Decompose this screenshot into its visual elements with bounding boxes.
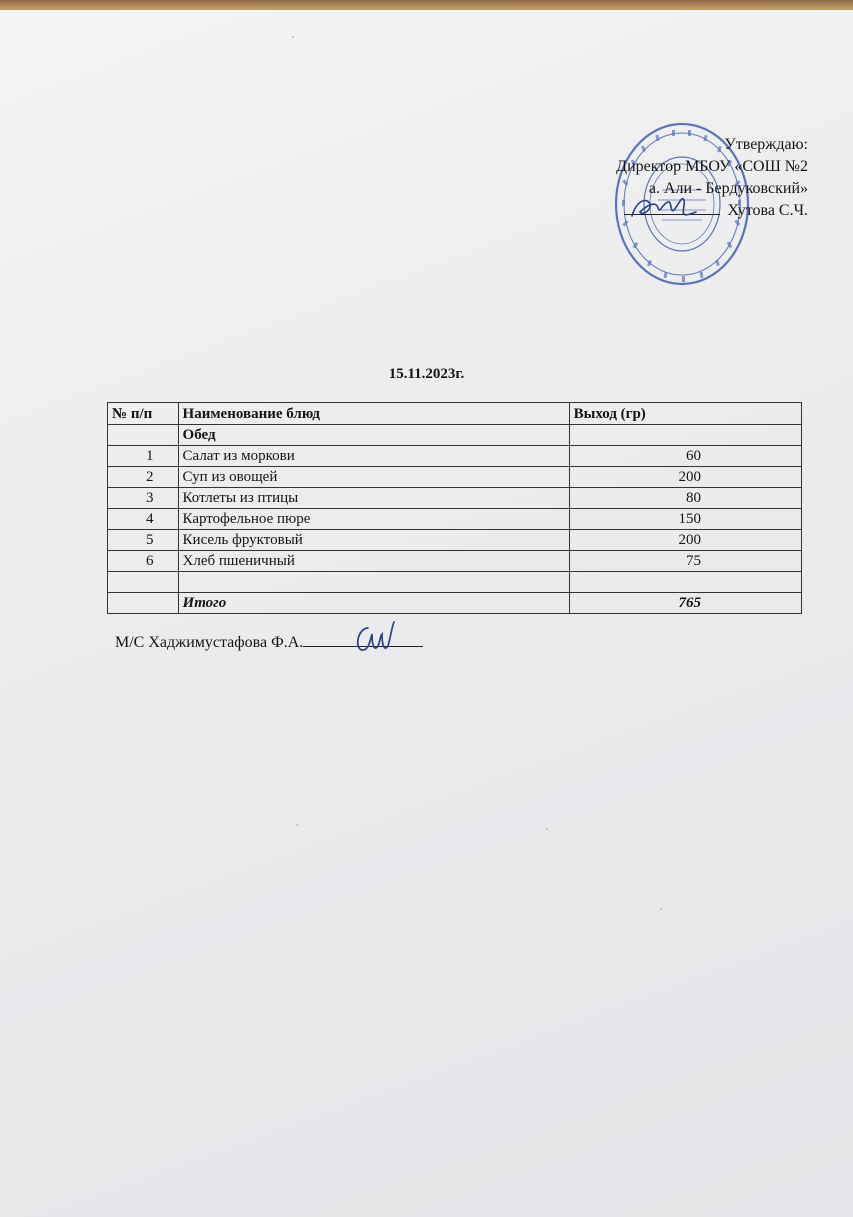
empty-cell xyxy=(569,572,801,593)
paper-speck xyxy=(546,828,548,830)
paper-speck xyxy=(296,824,298,826)
nurse-signature-icon xyxy=(352,618,398,658)
nurse-name: М/С Хаджимустафова Ф.А. xyxy=(115,634,304,651)
row-dish-name: Картофельное пюре xyxy=(178,509,569,530)
total-value: 765 xyxy=(569,593,801,614)
table-row xyxy=(108,509,802,530)
approval-title: Утверждаю: xyxy=(724,136,808,153)
table-empty-row xyxy=(108,572,802,593)
row-dish-name: Хлеб пшеничный xyxy=(178,551,569,572)
total-label: Итого xyxy=(178,593,569,614)
menu-table xyxy=(107,402,802,614)
row-dish-name: Салат из моркови xyxy=(178,446,569,467)
row-yield: 200 xyxy=(569,467,801,488)
paper-speck xyxy=(660,908,662,910)
row-yield: 80 xyxy=(569,488,801,509)
document-date: 15.11.2023г. xyxy=(388,366,465,382)
total-empty-cell xyxy=(108,593,179,614)
empty-cell xyxy=(178,572,569,593)
row-yield: 200 xyxy=(569,530,801,551)
table-total-row xyxy=(108,593,802,614)
section-empty-cell xyxy=(108,425,179,446)
row-number: 4 xyxy=(108,509,179,530)
row-yield: 150 xyxy=(569,509,801,530)
approval-name: Хутова С.Ч. xyxy=(727,202,808,219)
empty-cell xyxy=(108,572,179,593)
row-number: 1 xyxy=(108,446,179,467)
director-signature-icon xyxy=(628,190,698,224)
paper-speck xyxy=(292,36,294,38)
row-dish-name: Котлеты из птицы xyxy=(178,488,569,509)
table-row xyxy=(108,446,802,467)
row-dish-name: Кисель фруктовый xyxy=(178,530,569,551)
header-number: № п/п xyxy=(108,403,179,425)
row-number: 5 xyxy=(108,530,179,551)
table-row xyxy=(108,467,802,488)
row-number: 2 xyxy=(108,467,179,488)
row-yield: 60 xyxy=(569,446,801,467)
table-header-row xyxy=(108,403,802,425)
section-empty-cell xyxy=(569,425,801,446)
row-dish-name: Суп из овощей xyxy=(178,467,569,488)
table-section-row xyxy=(108,425,802,446)
row-yield: 75 xyxy=(569,551,801,572)
approval-position: Директор МБОУ «СОШ №2 xyxy=(616,158,808,175)
header-dish-name: Наименование блюд xyxy=(178,403,569,425)
row-number: 6 xyxy=(108,551,179,572)
table-row xyxy=(108,551,802,572)
row-number: 3 xyxy=(108,488,179,509)
section-label: Обед xyxy=(178,425,569,446)
approval-school: а. Али - Бердуковский» xyxy=(648,180,808,197)
table-row xyxy=(108,530,802,551)
header-yield: Выход (гр) xyxy=(569,403,801,425)
table-row xyxy=(108,488,802,509)
